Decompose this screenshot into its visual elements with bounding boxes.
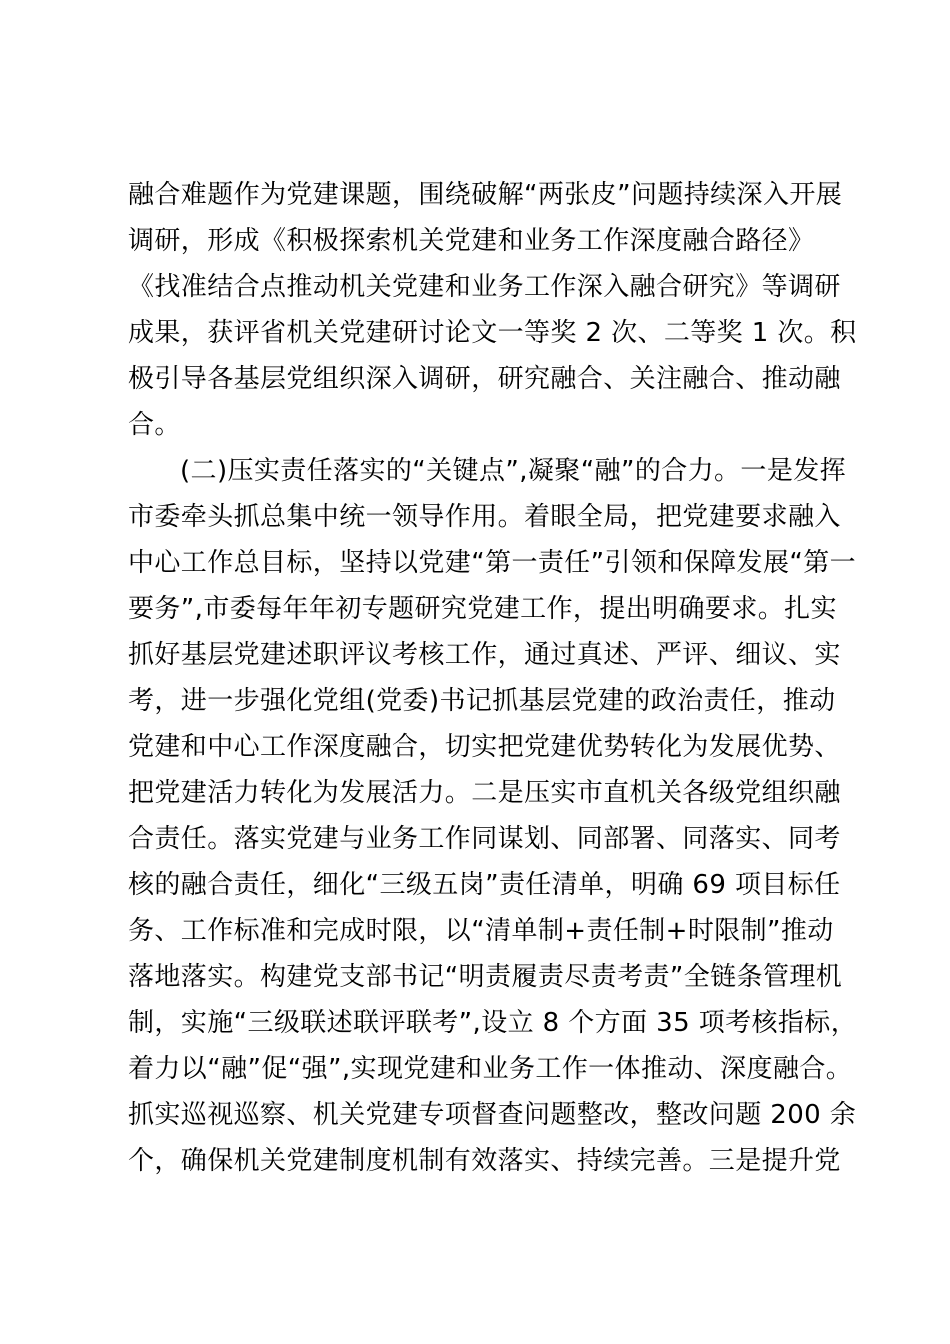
text-line: 抓好基层党建述职评议考核工作，通过真述、严评、细议、实 [128,640,841,670]
text-line: 把党建活力转化为发展活力。二是压实市直机关各级党组织融 [128,778,841,808]
text-line: 要务”,市委每年年初专题研究党建工作，提出明确要求。扎实 [128,594,837,624]
text-line: 市委牵头抓总集中统一领导作用。着眼全局，把党建要求融入 [128,502,841,532]
text-line: 务、工作标准和完成时限，以“清单制+责任制+时限制”推动 [128,916,834,946]
text-line: 考，进一步强化党组(党委)书记抓基层党建的政治责任，推动 [128,686,836,716]
text-line: 合。 [128,410,181,440]
text-line: 融合难题作为党建课题，围绕破解“两张皮”问题持续深入开展 [128,180,843,210]
text-line: 个，确保机关党建制度机制有效落实、持续完善。三是提升党 [128,1146,841,1176]
text-line: 《找准结合点推动机关党建和业务工作深入融合研究》等调研 [128,272,841,302]
text-line: 中心工作总目标，坚持以党建“第一责任”引领和保障发展“第一 [128,548,857,578]
text-line: 落地落实。构建党支部书记“明责履责尽责考责”全链条管理机 [128,962,843,992]
text-line: 调研，形成《积极探索机关党建和业务工作深度融合路径》 [128,226,815,256]
text-line: 成果，获评省机关党建研讨论文一等奖 2 次、二等奖 1 次。积 [128,318,857,348]
text-line: 合责任。落实党建与业务工作同谋划、同部署、同落实、同考 [128,824,841,854]
text-line: 核的融合责任，细化“三级五岗”责任清单，明确 69 项目标任 [128,870,841,900]
text-line: 党建和中心工作深度融合，切实把党建优势转化为发展优势、 [128,732,841,762]
paragraph-first-line: (二)压实责任落实的“关键点”,凝聚“融”的合力。一是发挥 [180,456,847,486]
text-line: 着力以“融”促“强”,实现党建和业务工作一体推动、深度融合。 [128,1054,853,1084]
text-line: 极引导各基层党组织深入调研，研究融合、关注融合、推动融 [128,364,841,394]
text-line: 制，实施“三级联述联评联考”,设立 8 个方面 35 项考核指标， [128,1008,858,1038]
text-line: 抓实巡视巡察、机关党建专项督查问题整改，整改问题 200 余 [128,1100,857,1130]
